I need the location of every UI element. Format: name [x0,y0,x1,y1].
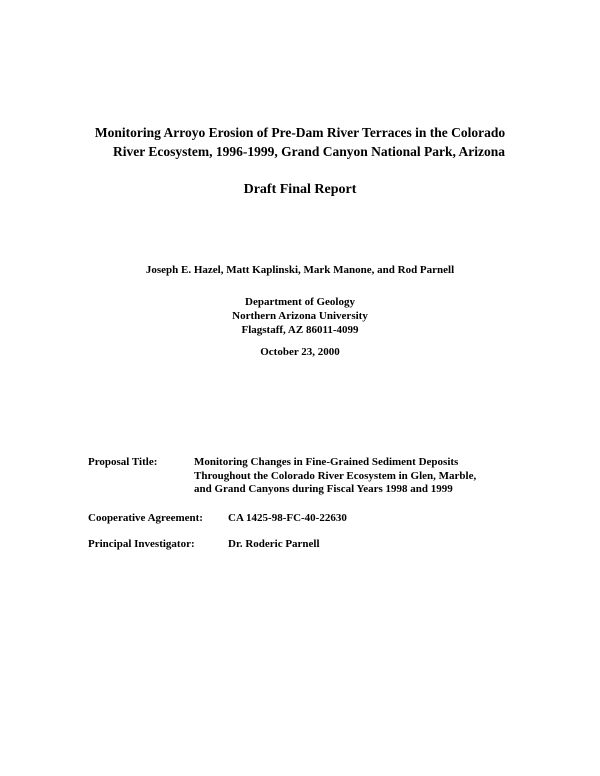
cooperative-agreement-label: Cooperative Agreement: [88,512,203,524]
proposal-title-label: Proposal Title: [88,456,158,468]
affiliation-department: Department of Geology [245,296,355,308]
affiliation-block [0,295,600,337]
report-title [60,123,540,161]
principal-investigator-label: Principal Investigator: [88,538,195,550]
cooperative-agreement-value: CA 1425-98-FC-40-22630 [228,512,347,524]
report-title-line-1: Monitoring Arroyo Erosion of Pre-Dam River Terraces in the Colorado [94,125,506,140]
proposal-title-line-3: and Grand Canyons during Fiscal Years 1998 and 1999 [194,483,453,495]
author-list: Joseph E. Hazel, Matt Kaplinski, Mark Manone, and Rod Parnell [145,264,455,276]
report-title-line-2: River Ecosystem, 1996-1999, Grand Canyon National Park, Arizona [113,144,505,159]
report-date: October 23, 2000 [260,346,340,358]
affiliation-address: Flagstaff, AZ 86011-4099 [241,324,359,336]
proposal-title-line-1: Monitoring Changes in Fine-Grained Sediment Deposits [194,456,459,468]
principal-investigator-value: Dr. Roderic Parnell [228,538,320,550]
affiliation-university: Northern Arizona University [232,310,368,322]
proposal-title-line-2: Throughout the Colorado River Ecosystem in Glen, Marble, [194,469,477,482]
proposal-title-value [194,456,476,497]
report-type: Draft Final Report [243,182,357,197]
